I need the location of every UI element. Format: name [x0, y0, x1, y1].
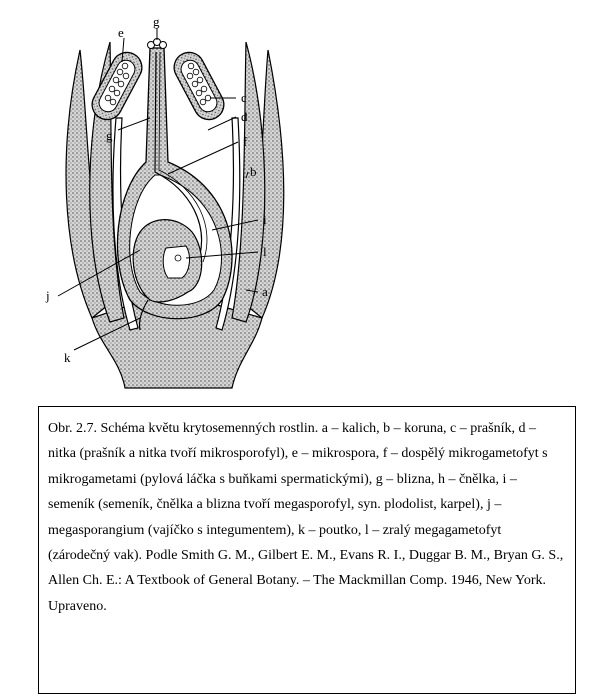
label-g-left: g: [106, 128, 113, 143]
label-e: e: [118, 25, 124, 40]
label-d: d: [241, 109, 248, 124]
figure-caption: Obr. 2.7. Schéma květu krytosemenných rostlin. a – kalich, b – koruna, c – prašník, d – nitka (prašník a nitka tvoří mikrosporofyl), e – mikrospora, f – dospělý mikrogametofyt s mikrogametami (pylová láčka s buňkami spermatickými), g – blizna, h – čnělka, i – semeník (semeník, čnělka a blizna tvoří megasporofyl, syn. plodolist, karpel), j – megasporangium (vajíčko s integumentem), k – poutko, l – zralý megagametofyt (zárodečný vak). Podle Smith G. M., Gilbert E. M., Evans R. I., Duggar B. M., Bryan G. S., Allen Ch. E.: A Textbook of General Botany. – The Mackmillan Comp. 1946, New York. Upraveno.: [48, 421, 564, 614]
label-a: a: [262, 284, 268, 299]
label-k: k: [64, 350, 71, 365]
label-j: j: [46, 288, 50, 303]
label-b: b: [250, 164, 257, 179]
label-g-top: g: [153, 14, 160, 29]
label-f: f: [243, 134, 248, 149]
anther-right: [169, 47, 229, 125]
caption-box: [38, 406, 576, 694]
label-i: i: [263, 212, 267, 227]
embryo-sac: [163, 246, 189, 278]
label-c: c: [241, 90, 247, 105]
anther-left: [87, 47, 147, 125]
label-l: l: [263, 244, 267, 259]
